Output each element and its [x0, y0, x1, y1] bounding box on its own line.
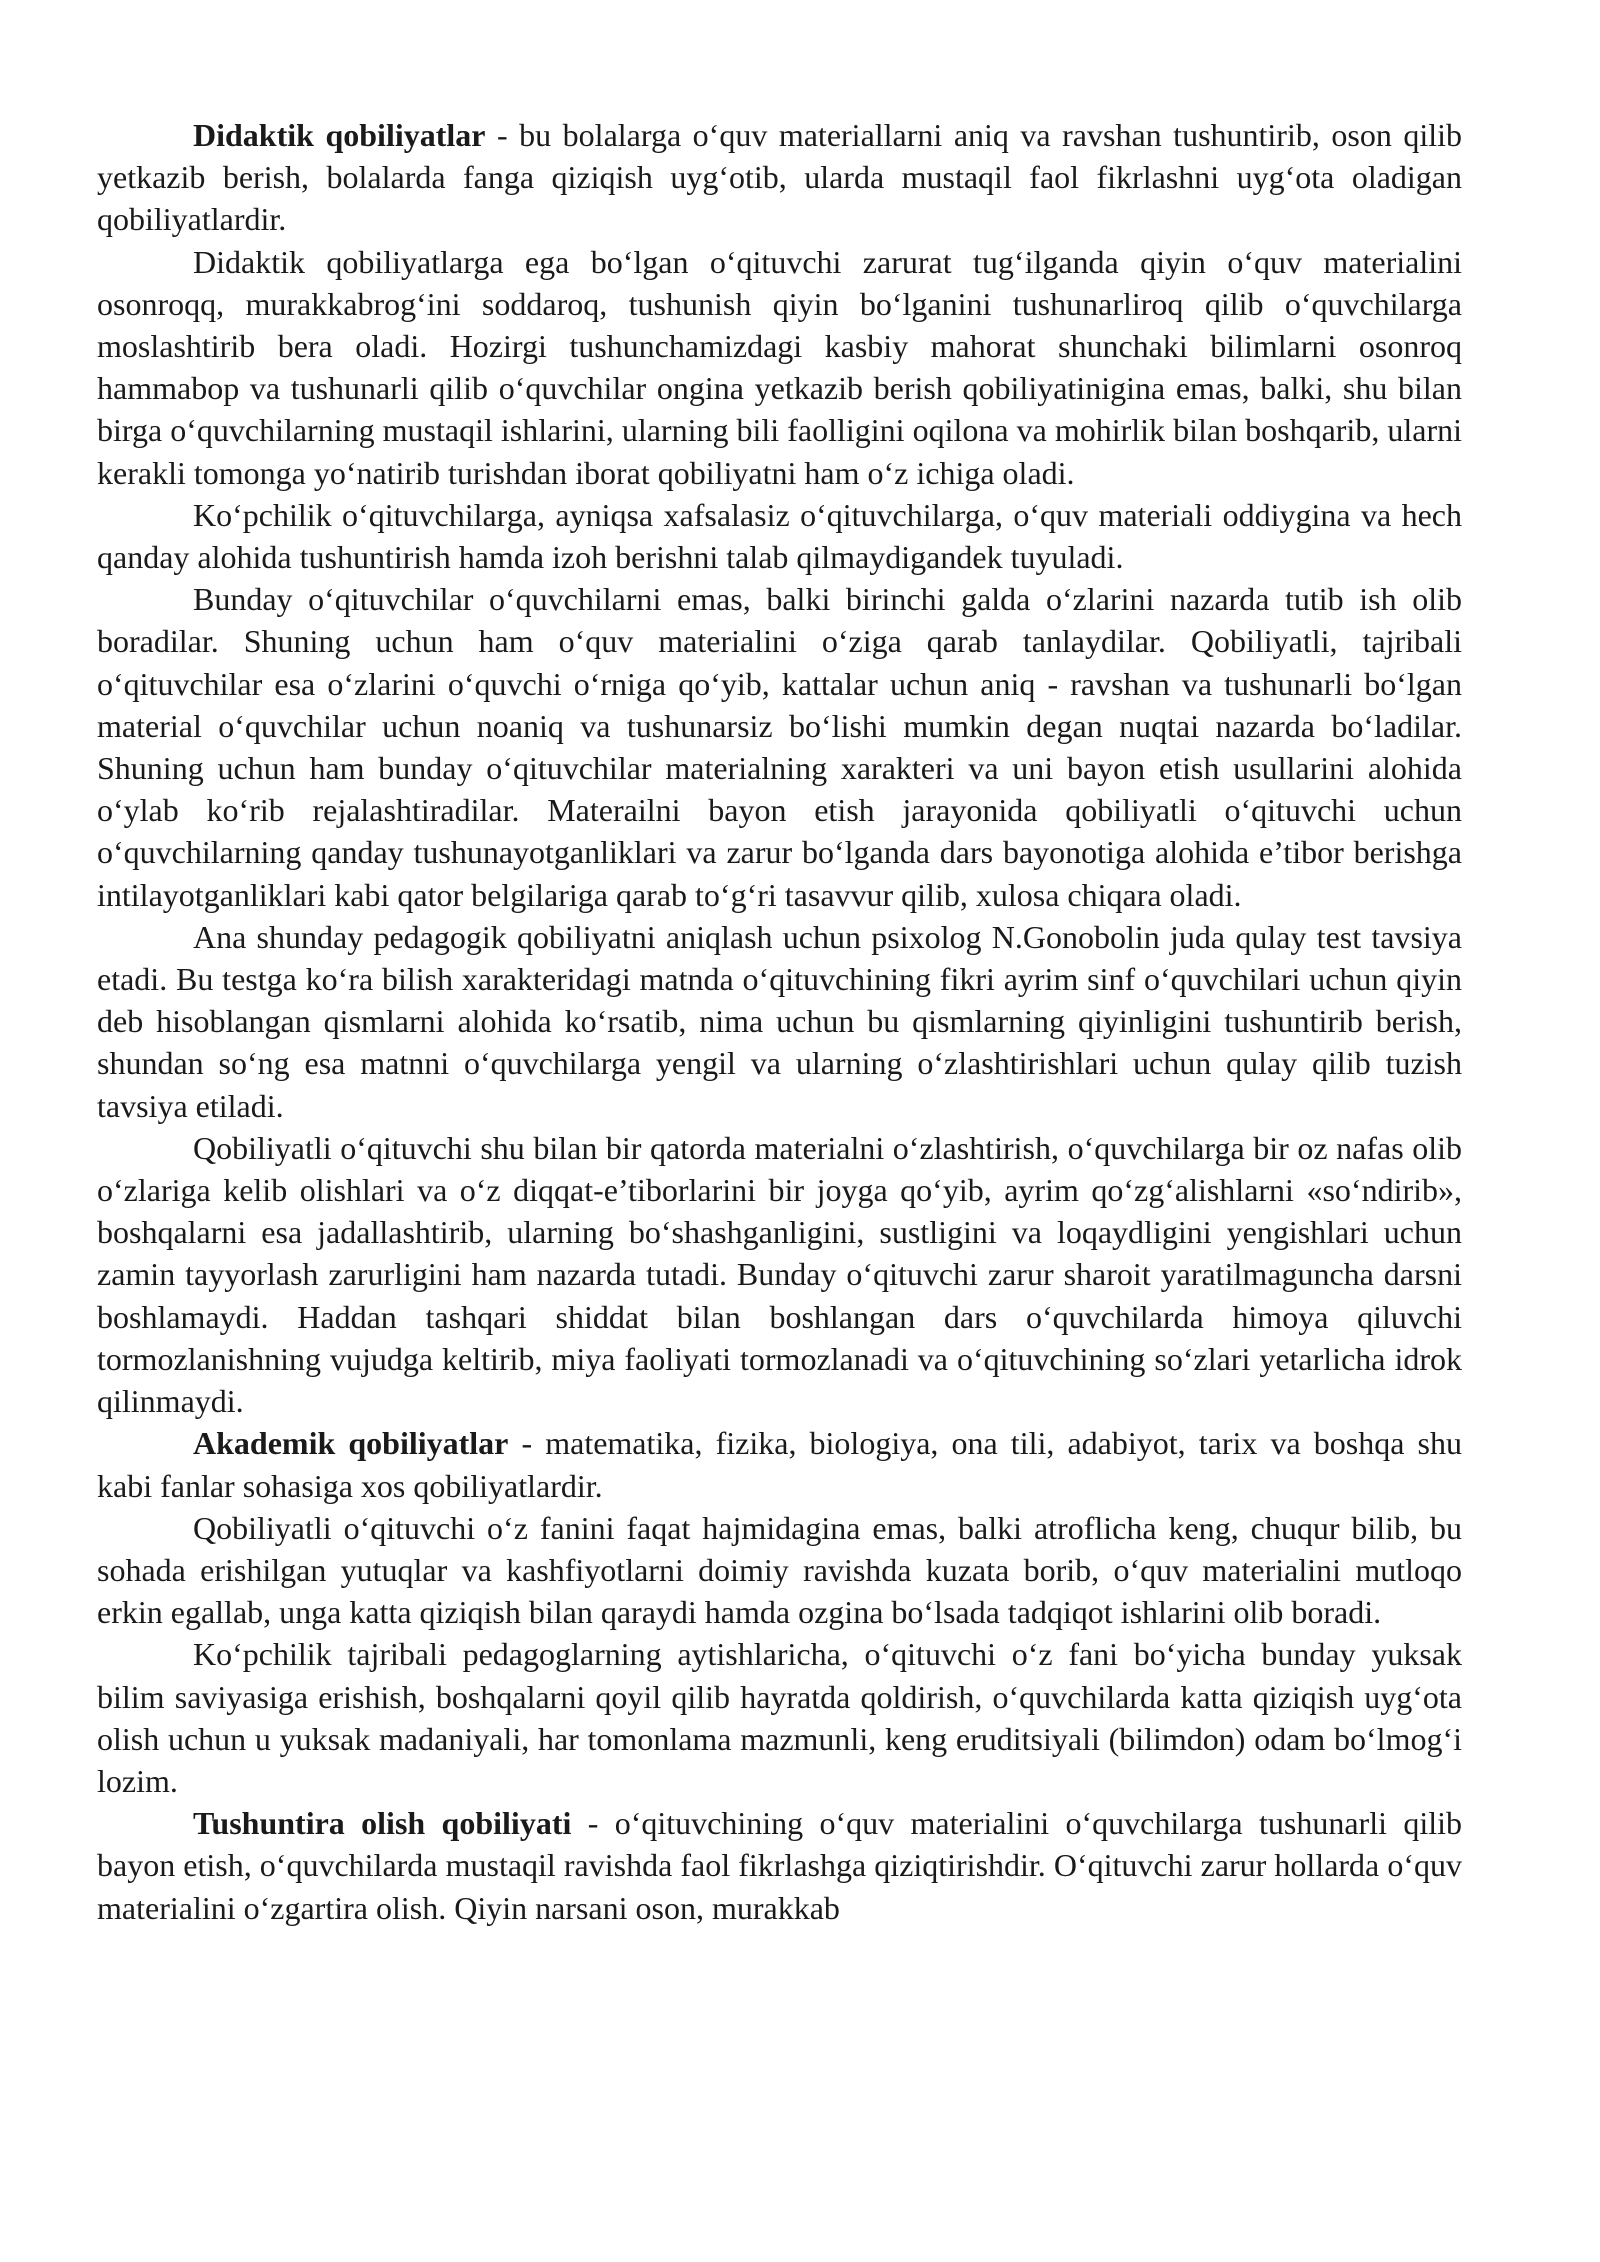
paragraph-text-block: Bunday o‘qituvchilar o‘quvchilarni emas, balki birinchi galda o‘zlarini nazarda tutib ish olib boradilar. Shuning uchun ham o‘quv materialini o‘ziga qarab tanlaydilar. Qobiliyatli, tajribali o‘qituvchilar esa o‘zlarini o‘quvchi o‘rniga qo‘yib, kattalar uchun aniq - ravshan va tushunarli bo‘lgan material o‘quvchilar uchun noaniq va tushunarsiz bo‘lishi mumkin degan nuqtai nazarda bo‘ladilar. Shuning uchun ham bunday o‘qituvchilar materialning xarakteri va uni bayon etish usullarini alohida o‘ylab ko‘rib rejalashtiradilar. Materailni bayon etish jarayonida qobiliyatli o‘qituvchi uchun o‘quvchilarning qanday tushunayotganliklari va zarur bo‘lganda dars bayonotiga alohida e’tibor berishga intilayotganliklari kabi qator belgilariga qarab to‘g‘ri tasavvur qilib, xulosa chiqara oladi. — [97, 581, 1462, 913]
paragraph-text: - matematika, fizika, biologiya, ona tili, adabiyot, tarix va boshqa shu kabi fanlar sohasiga xos qobiliyatlardir. — [97, 1425, 1463, 1504]
paragraph-text-block: Ko‘pchilik o‘qituvchilarga, ayniqsa xafsalasiz o‘qituvchilarga, o‘quv materiali oddiygina va hech qanday alohida tushuntirish hamda izoh berishni talab qilmaydigandek tuyuladi. — [97, 496, 1462, 576]
paragraph-text: - bu bolalarga o‘quv materiallarni aniq va ravshan tushuntirib, oson qilib yetkazib berish, bolalarda fanga qiziqish uyg‘otib, ularda mustaqil faol fikrlashni uyg‘ota oladigan qobiliyatlardir. — [97, 117, 1462, 238]
paragraph-academic-abilities — [97, 1422, 1462, 1506]
paragraph-text-block: Ko‘pchilik tajribali pedagoglarning aytishlaricha, o‘qituvchi o‘z fani bo‘yicha bunday yuksak bilim saviyasiga erishish, boshqalarni qoyil qilib hayratda qoldirish, o‘quvchilarda katta qiziqish uyg‘ota olish uchun u yuksak madaniyali, har tomonlama mazmunli, keng eruditsiyali (bilimdon) odam bo‘lmog‘i lozim. — [97, 1636, 1462, 1799]
paragraph-text-block: Qobiliyatli o‘qituvchi o‘z fanini faqat hajmidagina emas, balki atroflicha keng, chuqur bilib, bu sohada erishilgan yutuqlar va kashfiyotlarni doimiy ravishda kuzata borib, o‘quv materialini mutloqo erkin egallab, unga katta qiziqish bilan qaraydi hamda ozgina bo‘lsada tadqiqot ishlarini olib boradi. — [97, 1509, 1462, 1631]
term-heading: Akademik qobiliyatlar — [193, 1425, 509, 1462]
document-page — [97, 114, 1462, 1929]
term-heading: Tushuntira olish qobiliyati — [193, 1805, 572, 1842]
paragraph-didactic-abilities — [97, 114, 1462, 241]
paragraph-text-block: Qobiliyatli o‘qituvchi shu bilan bir qatorda materialni o‘zlashtirish, o‘quvchilarga bir oz nafas olib o‘zlariga kelib olishlari va o‘z diqqat-e’tiborlarini bir joyga qo‘yib, ayrim qo‘zg‘alishlarni «so‘ndirib», boshqalarni esa jadallashtirib, ularning bo‘shashganligini, sustligini va loqaydligini yengishlari uchun zamin tayyorlash zarurligini ham nazarda tutadi. Bunday o‘qituvchi zarur sharoit yaratilmaguncha darsni boshlamaydi. Haddan tashqari shiddat bilan boshlangan dars o‘quvchilarda himoya qiluvchi tormozlanishning vujudga keltirib, miya faoliyati tormozlanadi va o‘qituvchining so‘zlari yetarlicha idrok qilinmaydi. — [97, 1129, 1462, 1420]
paragraph-explaining-ability — [97, 1802, 1462, 1929]
paragraph-text: - o‘qituvchining o‘quv materialini o‘quvchilarga tushunarli qilib bayon etish, o‘quvchilarda mustaqil ravishda faol fikrlashga qiziqtirishdir. O‘qituvchi zarur hollarda o‘quv materialini o‘zgartira olish. Qiyin narsani oson, murakkab — [97, 1805, 1462, 1926]
paragraph-text-block: Ana shunday pedagogik qobiliyatni aniqlash uchun psixolog N.Gonobolin juda qulay test tavsiya etadi. Bu testga ko‘ra bilish xarakteridagi matnda o‘qituvchining fikri ayrim sinf o‘quvchilari uchun qiyin deb hisoblangan qismlarni alohida ko‘rsatib, nima uchun bu qismlarning qiyinligini tushuntirib berish, shundan so‘ng esa matnni o‘quvchilarga yengil va ularning o‘zlashtirishlari uchun qulay qilib tuzish tavsiya etiladi. — [97, 918, 1462, 1124]
term-heading: Didaktik qobiliyatlar — [193, 117, 486, 153]
paragraph-text-block: Didaktik qobiliyatlarga ega bo‘lgan o‘qituvchi zarurat tug‘ilganda qiyin o‘quv materialini osonroqq, murakkabrog‘ini soddaroq, tushunish qiyin bo‘lganini tushunarliroq qilib o‘quvchilarga moslashtirib bera oladi. Hozirgi tushunchamizdagi kasbiy mahorat shunchaki bilimlarni osonroq hammabop va tushunarli qilib o‘quvchilar ongina yetkazib berish qobiliyatinigina emas, balki, shu bilan birga o‘quvchilarning mustaqil ishlarini, ularning bili faolligini oqilona va mohirlik bilan boshqarib, ularni kerakli tomonga yo‘natirib turishdan iborat qobiliyatni ham o‘z ichiga oladi. — [97, 243, 1462, 491]
